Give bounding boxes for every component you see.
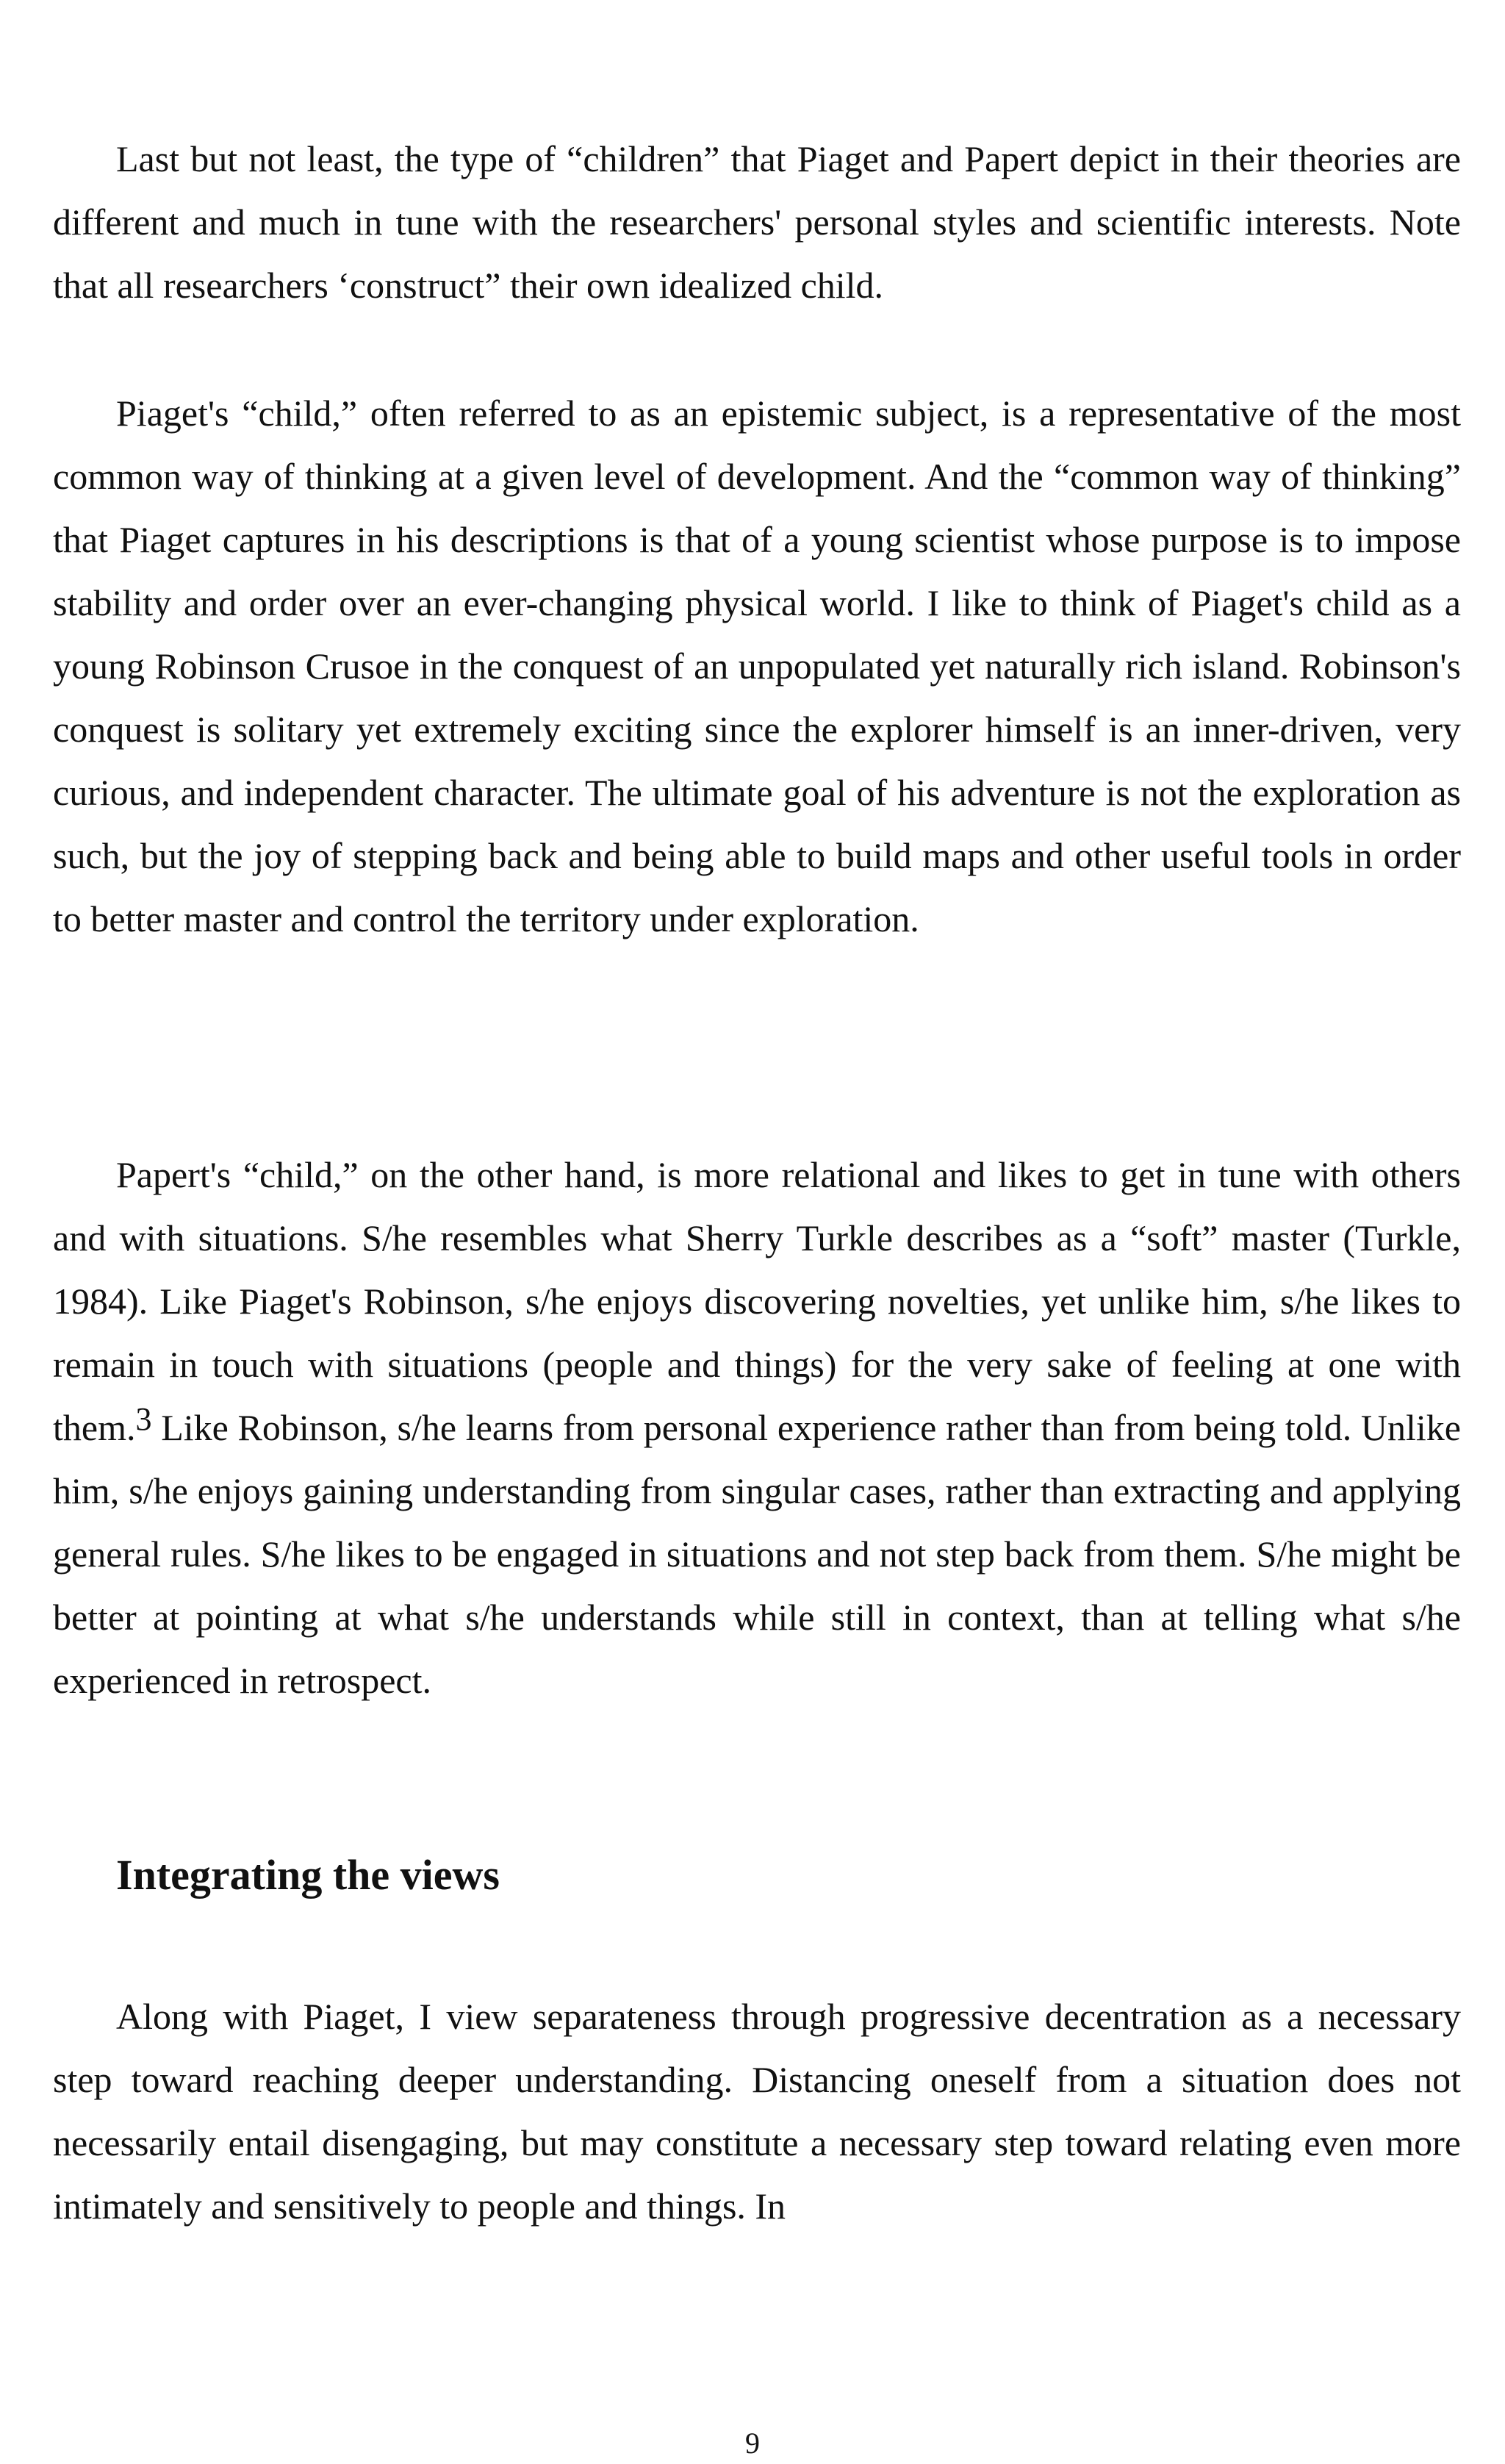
section-heading: Integrating the views	[116, 1851, 500, 1899]
document-page	[53, 0, 1461, 2464]
paragraph-piaget-child: Piaget's “child,” often referred to as an epistemic subject, is a representative of the most common way of thinking at a given level of development. And the “common way of thinking” that Piaget captures in his descriptions is that of a young scientist whose purpose is to impose stability and order over an ever-changing physical world. I like to think of Piaget's child as a young Robinson Crusoe in the conquest of an unpopulated yet naturally rich island. Robinson's conquest is solitary yet extremely exciting since the explorer himself is an inner-driven, very curious, and independent character. The ultimate goal of his adventure is not the exploration as such, but the joy of stepping back and being able to build maps and other useful tools in order to better master and control the territory under exploration.	[53, 393, 1461, 939]
page-number: 9	[745, 2427, 760, 2460]
paragraph-integrating-views: Along with Piaget, I view separateness through progressive decentration as a necessary step toward reaching deeper understanding. Distancing oneself from a situation does not necessarily entail disengaging, but may constitute a necessary step toward relating even more intimately and sensitively to people and things. In	[53, 1996, 1461, 2227]
paragraph-papert-child-text-2: Like Robinson, s/he learns from personal experience rather than from being told. Unlike him, s/he enjoys gaining understanding from singular cases, rather than extracting and applying general rules. S/he likes to be engaged in situations and not step back from them. S/he might be better at pointing at what s/he understands while still in context, than at telling what s/he experienced in retrospect.	[53, 1407, 1461, 1701]
paragraph-children-types: Last but not least, the type of “children” that Piaget and Papert depict in their theories are different and much in tune with the researchers' personal styles and scientific interests. Note that all researchers ‘construct” their own idealized child.	[53, 138, 1461, 306]
paragraph-papert-child	[53, 1143, 1461, 1712]
footnote-reference: 3	[135, 1400, 152, 1437]
paragraph-papert-child-text-1: Papert's “child,” on the other hand, is more relational and likes to get in tune with others and with situations. S/he resembles what Sherry Turkle describes as a “soft” master (Turkle, 1984). Like Piaget's Robinson, s/he enjoys discovering novelties, yet unlike him, s/he likes to remain in touch with situations (people and things) for the very sake of feeling at one with them.	[53, 1154, 1461, 1448]
